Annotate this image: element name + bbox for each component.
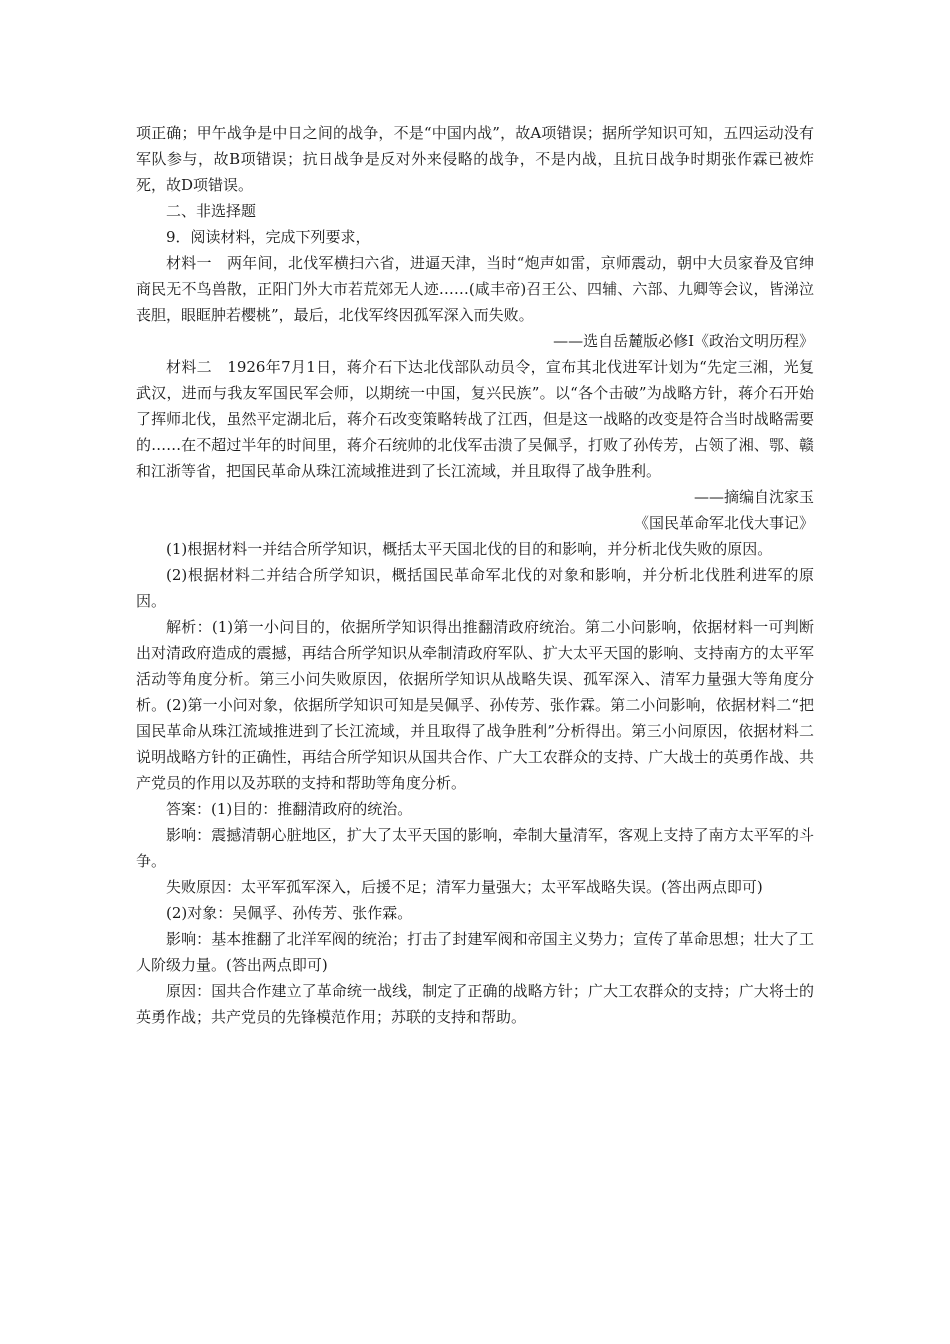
sub-question-2: (2)根据材料二并结合所学知识，概括国民革命军北伐的对象和影响，并分析北伐胜利进军的原因。 [136,566,814,610]
answer-2-influence: 影响：基本推翻了北洋军阀的统治；打击了封建军阀和帝国主义势力；宣传了革命思想；壮大了工人阶级力量。(答出两点即可) [136,930,814,974]
answer-2-reason: 原因：国共合作建立了革命统一战线，制定了正确的战略方针；广大工农群众的支持；广大将士的英勇作战；共产党员的先锋模范作用；苏联的支持和帮助。 [136,982,814,1026]
answer-1-purpose: 答案：(1)目的：推翻清政府的统治。 [166,800,413,818]
answer-2-target: (2)对象：吴佩孚、孙传芳、张作霖。 [166,904,413,922]
question-stem: 9．阅读材料，完成下列要求， [166,228,371,246]
paragraph-continuation: 项正确；甲午战争是中日之间的战争，不是“中国内战”，故A项错误；据所学知识可知，五四运动没有军队参与，故B项错误；抗日战争是反对外来侵略的战争，不是内战，且抗日战争时期张作霖已被炸死，故D项错误。 [136,124,814,194]
section-heading: 二、非选择题 [166,202,257,220]
analysis: 解析：(1)第一小问目的，依据所学知识得出推翻清政府统治。第二小问影响，依据材料一可判断出对清政府造成的震撼，再结合所学知识从牵制清政府军队、扩大太平天国的影响、支持南方的太平军活动等角度分析。第三小问失败原因，依据所学知识从战略失误、孤军深入、清军力量强大等角度分析。(2)第一小问对象，依据所学知识可知是吴佩孚、孙传芳、张作霖。第二小问影响，依据材料二“把国民革命从珠江流域推进到了长江流域，并且取得了战争胜利”分析得出。第三小问原因，依据材料二说明战略方针的正确性，再结合所学知识从国共合作、广大工农群众的支持、广大战士的英勇作战、共产党员的作用以及苏联的支持和帮助等角度分析。 [136,618,814,792]
material-one: 材料一 两年间，北伐军横扫六省，进逼天津，当时“炮声如雷，京师震动，朝中大员家眷及官绅商民无不鸟兽散，正阳门外大市若荒郊无人迹……(咸丰帝)召王公、四辅、六部、九卿等会议，皆涕泣丧胆，眼眶肿若樱桃”，最后，北伐军终因孤军深入而失败。 [136,254,814,324]
material-two-source-author: ——摘编自沈家玉 [693,488,814,506]
material-two-source-title: 《国民革命军北伐大事记》 [633,514,814,532]
sub-question-1: (1)根据材料一并结合所学知识，概括太平天国北伐的目的和影响，并分析北伐失败的原因。 [166,540,773,558]
answer-1-influence: 影响：震撼清朝心脏地区，扩大了太平天国的影响，牵制大量清军，客观上支持了南方太平军的斗争。 [136,826,814,870]
answer-1-failure-reason: 失败原因：太平军孤军深入，后援不足；清军力量强大；太平军战略失误。(答出两点即可) [166,878,763,896]
material-one-source: ——选自岳麓版必修Ⅰ《政治文明历程》 [553,332,814,350]
material-two: 材料二 1926年7月1日，蒋介石下达北伐部队动员令，宣布其北伐进军计划为“先定三湘，光复武汉，进而与我友军国民军会师，以期统一中国，复兴民族”。以“各个击破”为战略方针，蒋介石开始了挥师北伐，虽然平定湖北后，蒋介石改变策略转战了江西，但是这一战略的改变是符合当时战略需要的……在不超过半年的时间里，蒋介石统帅的北伐军击溃了吴佩孚，打败了孙传芳，占领了湘、鄂、赣和江浙等省，把国民革命从珠江流域推进到了长江流域，并且取得了战争胜利。 [136,358,814,480]
